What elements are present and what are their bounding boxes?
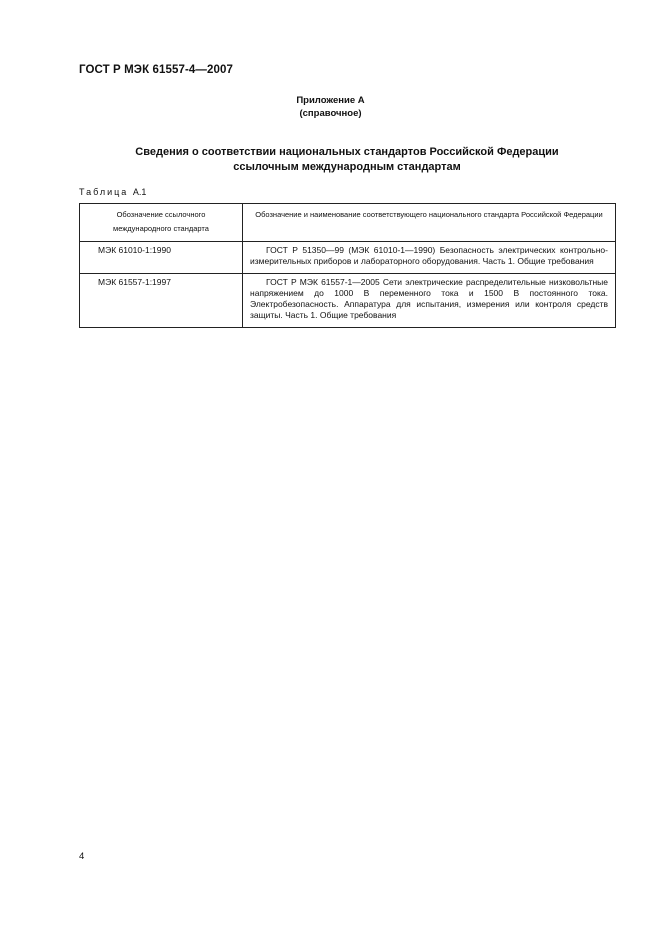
annex-title	[80, 145, 614, 175]
column-header-international: Обозначение ссылочного международного стандарта	[80, 204, 243, 242]
annex-title-line-1: Сведения о соответствии национальных стандартов Российской Федерации	[135, 146, 559, 158]
table-caption	[79, 187, 146, 197]
national-standard-cell: ГОСТ Р МЭК 61557-1—2005 Сети электрические распределительные низковольтные напряжением до 1000 В переменного тока и 1500 В постоянного тока. Электробезопасность. Аппаратура для испытания, измерения или контроля средств защиты. Часть 1. Общие требования	[243, 274, 616, 328]
page-number: 4	[79, 851, 85, 862]
annex-kind: (справочное)	[299, 108, 362, 119]
table-header-row	[80, 204, 616, 242]
international-standard-cell: МЭК 61557-1:1997	[80, 274, 243, 328]
table-row	[80, 242, 616, 274]
annex-heading	[0, 94, 661, 120]
document-code: ГОСТ Р МЭК 61557-4—2007	[79, 64, 233, 76]
annex-label: Приложение А	[296, 95, 365, 106]
annex-title-line-2: ссылочным международным стандартам	[233, 161, 461, 173]
table-caption-word: Таблица	[79, 187, 129, 197]
table-row	[80, 274, 616, 328]
reference-standards-table	[79, 203, 616, 328]
column-header-national: Обозначение и наименование соответствующего национального стандарта Российской Федерации	[243, 204, 616, 242]
national-standard-cell: ГОСТ Р 51350—99 (МЭК 61010-1—1990) Безопасность электрических контрольно-измерительных приборов и лабораторного оборудования. Часть 1. Общие требования	[243, 242, 616, 274]
international-standard-cell: МЭК 61010-1:1990	[80, 242, 243, 274]
table-caption-number: А.1	[132, 187, 147, 197]
